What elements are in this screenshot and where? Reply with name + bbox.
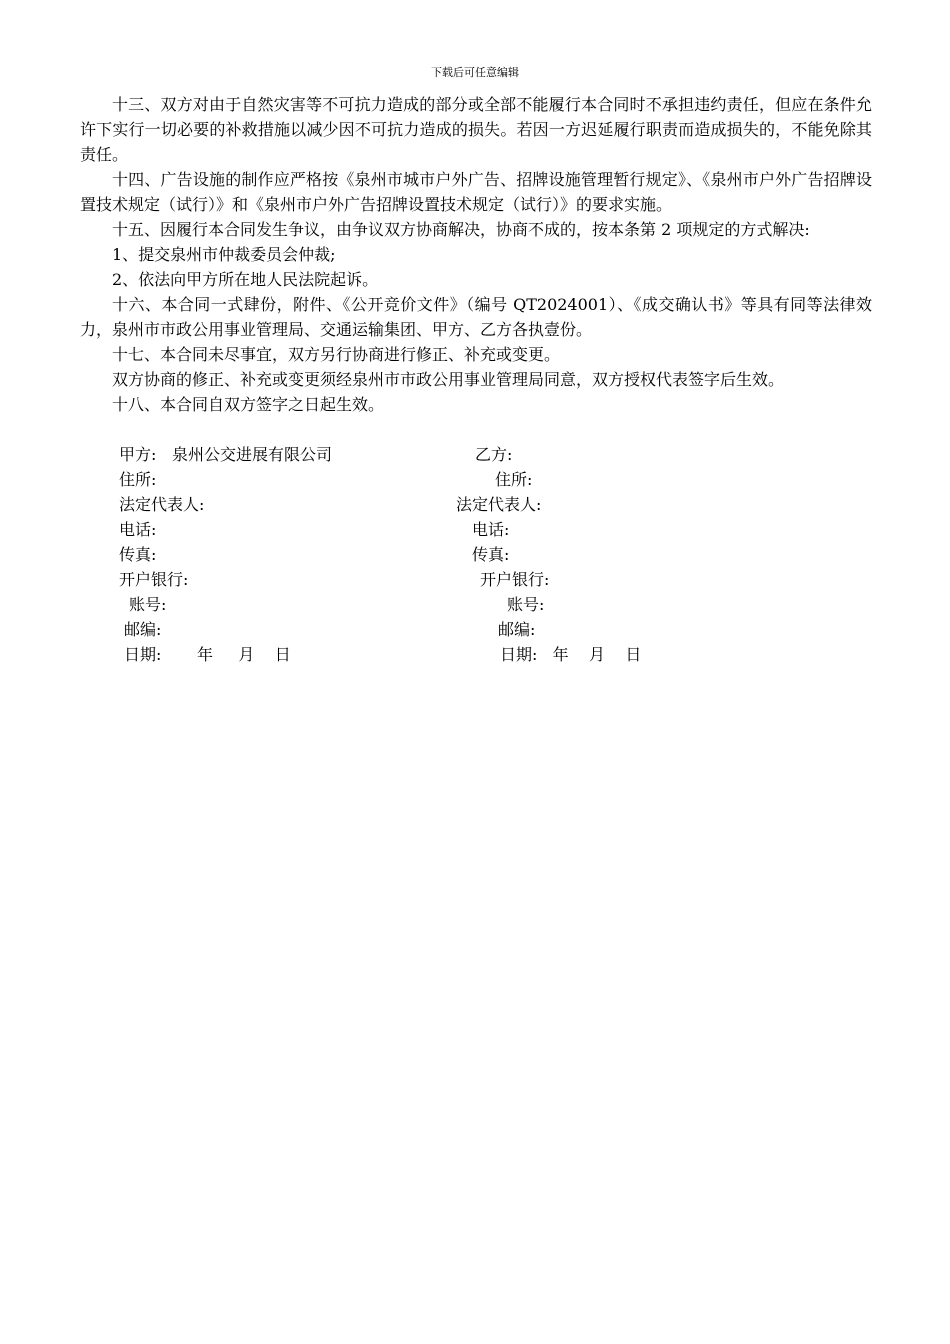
clause-14: 十四、广告设施的制作应严格按《泉州市城市户外广告、招牌设施管理暂行规定》、《泉州市户外广告招牌设置技术规定（试行）》和《泉州市户外广告招牌设置技术规定（试行）》的要求实施。: [80, 170, 872, 214]
signature-row-address: [0, 467, 950, 492]
signature-row-legal-rep: [0, 492, 950, 517]
party-a-label: 甲方:: [119, 445, 157, 464]
party-b-account-label: 账号:: [507, 595, 545, 614]
party-a-name: 泉州公交进展有限公司: [172, 445, 333, 464]
party-b-date: 日期: 年 月 日: [500, 645, 642, 664]
signature-block: [0, 442, 950, 667]
party-a-address-label: 住所:: [119, 470, 157, 489]
clause-15-item-2: 2、依法向甲方所在地人民法院起诉。: [112, 270, 379, 289]
signature-row-account: [0, 592, 950, 617]
signature-row-postcode: [0, 617, 950, 642]
clause-16: 十六、本合同一式肆份，附件、《公开竞价文件》（编号 QT2024001）、《成交确认书》等具有同等法律效力，泉州市市政公用事业管理局、交通运输集团、甲方、乙方各执壹份。: [80, 295, 872, 339]
party-b-bank-label: 开户银行:: [480, 570, 550, 589]
clause-15: 十五、因履行本合同发生争议，由争议双方协商解决，协商不成的，按本条第 2 项规定的方式解决:: [112, 220, 810, 239]
party-b-legal-rep-label: 法定代表人:: [456, 495, 542, 514]
party-b-address-label: 住所:: [495, 470, 533, 489]
party-a-date: 日期: 年 月 日: [124, 645, 291, 664]
party-a-fax-label: 传真:: [119, 545, 157, 564]
contract-body: [80, 92, 872, 417]
clause-13: 十三、双方对由于自然灾害等不可抗力造成的部分或全部不能履行本合同时不承担违约责任，但应在条件允许下实行一切必要的补救措施以减少因不可抗力造成的损失。若因一方迟延履行职责而造成损失的，不能免除其责任。: [80, 95, 872, 164]
party-a-bank-label: 开户银行:: [119, 570, 189, 589]
party-b-fax-label: 传真:: [472, 545, 510, 564]
party-a-account-label: 账号:: [129, 595, 167, 614]
signature-row-fax: [0, 542, 950, 567]
party-b-postcode-label: 邮编:: [498, 620, 536, 639]
clause-17-note: 双方协商的修正、补充或变更须经泉州市市政公用事业管理局同意，双方授权代表签字后生效。: [112, 370, 785, 389]
party-a-postcode-label: 邮编:: [124, 620, 162, 639]
clause-15-item-1: 1、提交泉州市仲裁委员会仲裁;: [112, 245, 336, 264]
party-a-legal-rep-label: 法定代表人:: [119, 495, 205, 514]
party-b-phone-label: 电话:: [472, 520, 510, 539]
signature-row-phone: [0, 517, 950, 542]
signature-row-party: [0, 442, 950, 467]
signature-row-date: [0, 642, 950, 667]
party-a-phone-label: 电话:: [119, 520, 157, 539]
clause-17: 十七、本合同未尽事宜，双方另行协商进行修正、补充或变更。: [112, 345, 561, 364]
clause-18: 十八、本合同自双方签字之日起生效。: [112, 395, 385, 414]
signature-row-bank: [0, 567, 950, 592]
party-b-label: 乙方:: [475, 445, 513, 464]
page-header-note: 下载后可任意编辑: [431, 66, 519, 79]
